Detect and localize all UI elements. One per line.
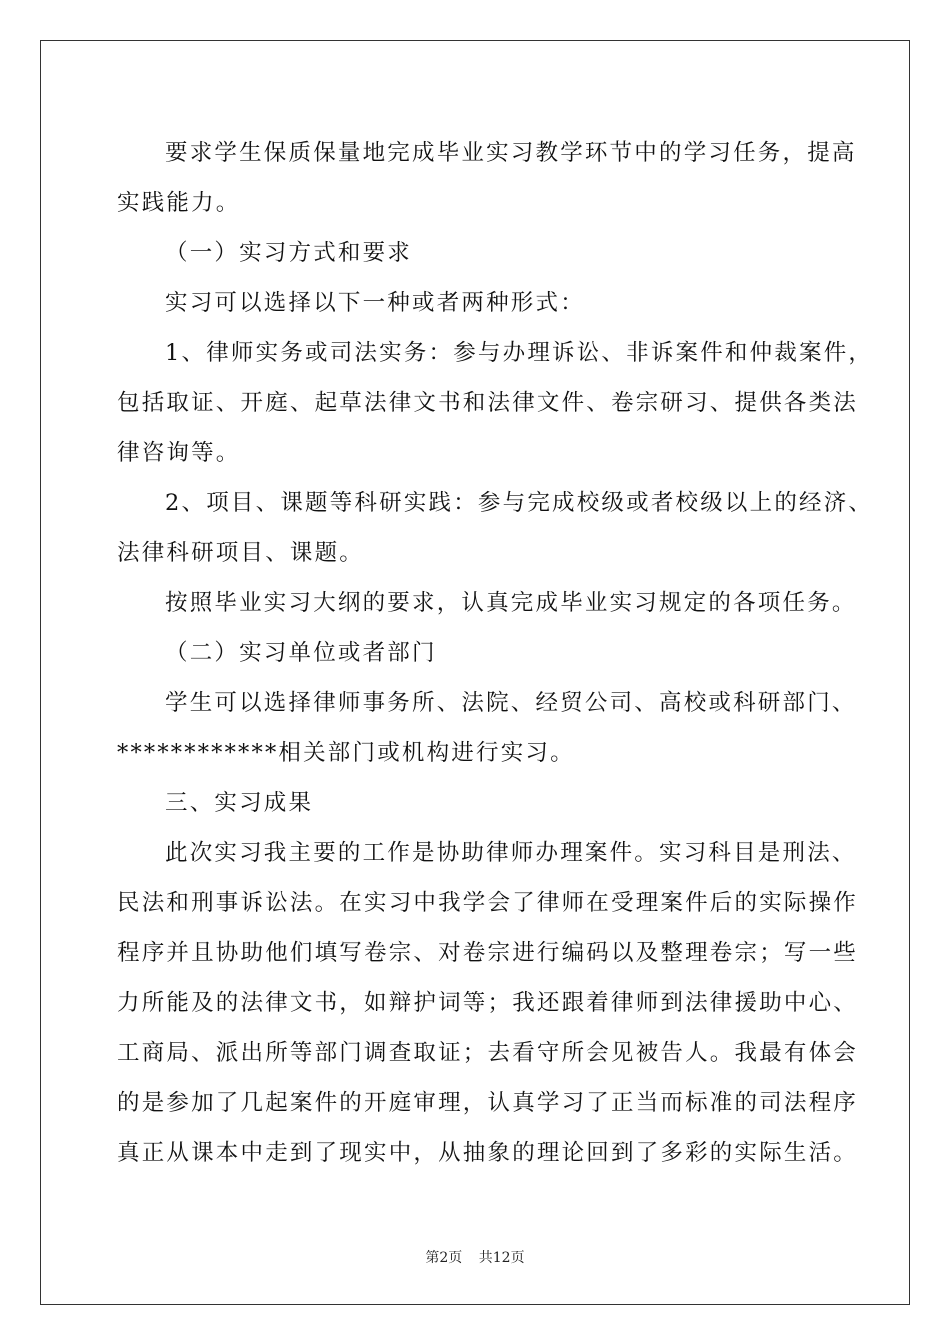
- paragraph-line: 民法和刑事诉讼法。在实习中我学会了律师在受理案件后的实际操作: [117, 890, 859, 916]
- paragraph-line: 的是参加了几起案件的开庭审理，认真学习了正当而标准的司法程序: [117, 1090, 859, 1116]
- paragraph-line: 包括取证、开庭、起草法律文书和法律文件、卷宗研习、提供各类法: [117, 390, 859, 416]
- section-heading: （一）实习方式和要求: [165, 240, 413, 266]
- section-heading: 三、实习成果: [165, 790, 314, 816]
- paragraph-line: 此次实习我主要的工作是协助律师办理案件。实习科目是刑法、: [165, 840, 857, 866]
- paragraph-line: 真正从课本中走到了现实中，从抽象的理论回到了多彩的实际生活。: [117, 1140, 859, 1166]
- paragraph-line: 按照毕业实习大纲的要求，认真完成毕业实习规定的各项任务。: [165, 590, 857, 616]
- paragraph-line: 力所能及的法律文书，如辩护词等；我还跟着律师到法律援助中心、: [117, 990, 859, 1016]
- section-heading: （二）实习单位或者部门: [165, 640, 437, 666]
- list-item: 2、项目、课题等科研实践：参与完成校级或者校级以上的经济、: [165, 490, 874, 516]
- paragraph-line: 实习可以选择以下一种或者两种形式：: [165, 290, 585, 316]
- page-total: 共12页: [478, 1250, 525, 1266]
- page-footer: [0, 1247, 950, 1267]
- paragraph-line: 要求学生保质保量地完成毕业实习教学环节中的学习任务，提高: [165, 140, 857, 166]
- page-number: 第2页: [425, 1250, 463, 1266]
- paragraph-line: 程序并且协助他们填写卷宗、对卷宗进行编码以及整理卷宗；写一些: [117, 940, 859, 966]
- paragraph-line: 实践能力。: [117, 190, 241, 216]
- paragraph-line: 工商局、派出所等部门调查取证；去看守所会见被告人。我最有体会: [117, 1040, 859, 1066]
- paragraph-line: 法律科研项目、课题。: [117, 540, 365, 566]
- list-item: 1、律师实务或司法实务：参与办理诉讼、非诉案件和仲裁案件，: [165, 340, 874, 366]
- paragraph-line: 学生可以选择律师事务所、法院、经贸公司、高校或科研部门、: [165, 690, 857, 716]
- paragraph-line: 律咨询等。: [117, 440, 241, 466]
- paragraph-line: ************相关部门或机构进行实习。: [117, 740, 575, 766]
